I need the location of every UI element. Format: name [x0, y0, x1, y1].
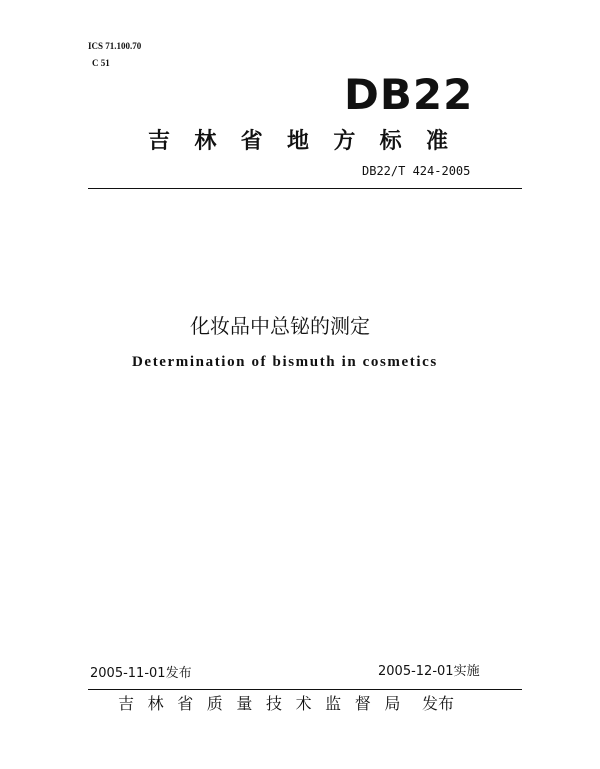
- title-char: 省: [240, 129, 263, 154]
- title-char: 林: [194, 129, 217, 154]
- publisher-char: 局: [384, 694, 401, 713]
- issue-date-label: 发布: [165, 666, 192, 681]
- publisher-char: 吉: [118, 694, 135, 713]
- publisher-char: 监: [325, 694, 342, 713]
- top-divider: [88, 188, 522, 189]
- publisher-char: 质: [206, 694, 223, 713]
- publisher-char: 量: [236, 694, 253, 713]
- title-char: 标: [379, 129, 402, 154]
- title-char: 方: [333, 129, 356, 154]
- standard-category-title: [148, 128, 448, 156]
- publish-label: 发布: [421, 694, 454, 713]
- publisher-char: 技: [265, 694, 282, 713]
- publisher-char: 督: [354, 694, 371, 713]
- publisher-char: 林: [147, 694, 164, 713]
- implementation-date-value: 2005-12-01: [378, 664, 454, 679]
- ics-code: ICS 71.100.70: [88, 41, 142, 51]
- title-char: 准: [425, 129, 448, 154]
- implementation-date: [378, 663, 480, 681]
- document-title-cn: 化妆品中总铋的测定: [190, 314, 370, 338]
- standard-number: DB22/T 424-2005: [362, 164, 471, 178]
- title-char: 吉: [148, 129, 171, 154]
- publisher-char: 省: [177, 694, 194, 713]
- issue-date: [90, 665, 192, 683]
- title-char: 地: [286, 129, 309, 154]
- bottom-divider: [88, 689, 522, 690]
- issue-date-value: 2005-11-01: [90, 666, 166, 681]
- standard-code: DB22: [344, 70, 474, 119]
- document-title-en: Determination of bismuth in cosmetics: [132, 354, 438, 370]
- ccs-code: C 51: [92, 58, 110, 68]
- publisher-line: [118, 693, 454, 715]
- publisher-char: 术: [295, 694, 312, 713]
- implementation-date-label: 实施: [453, 664, 480, 679]
